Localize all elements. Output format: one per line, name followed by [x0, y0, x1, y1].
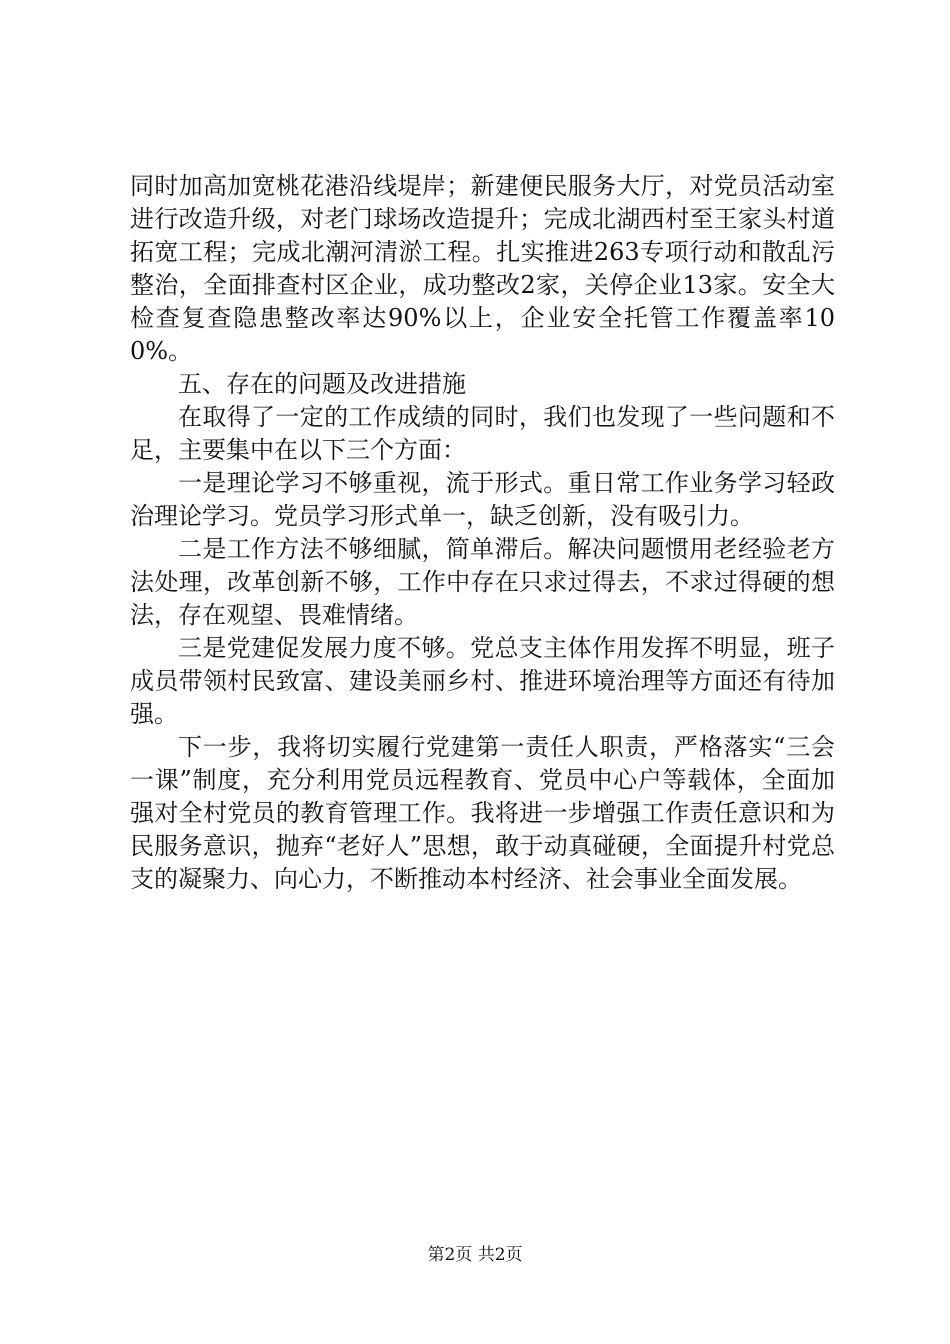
document-body — [130, 170, 835, 896]
page-footer: 第2页 共2页 — [427, 1245, 523, 1265]
paragraph-intro-problems: 在取得了一定的工作成绩的同时，我们也发现了一些问题和不足，主要集中在以下三个方面： — [130, 403, 835, 464]
paragraph-next-steps: 下一步，我将切实履行党建第一责任人职责，严格落实“三会一课”制度，充分利用党员远程教育、党员中心户等载体，全面加强对全村党员的教育管理工作。我将进一步增强工作责任意识和为民服务意识，抛弃“老好人”思想，敢于动真碰硬，全面提升村党总支的凝聚力、向心力，不断推动本村经济、社会事业全面发展。 — [130, 733, 835, 893]
paragraph-problem-three: 三是党建促发展力度不够。党总支主体作用发挥不明显，班子成员带领村民致富、建设美丽乡村、推进环境治理等方面还有待加强。 — [130, 634, 835, 728]
paragraph-problem-two: 二是工作方法不够细腻，简单滞后。解决问题惯用老经验老方法处理，改革创新不够，工作中存在只求过得去，不求过得硬的想法，存在观望、畏难情绪。 — [130, 535, 835, 629]
section-heading-problems: 五、存在的问题及改进措施 — [178, 370, 466, 398]
paragraph-problem-one: 一是理论学习不够重视，流于形式。重日常工作业务学习轻政治理论学习。党员学习形式单一，缺乏创新，没有吸引力。 — [130, 469, 835, 530]
paragraph-achievements: 同时加高加宽桃花港沿线堤岸；新建便民服务大厅，对党员活动室进行改造升级，对老门球场改造提升；完成北湖西村至王家头村道拓宽工程；完成北潮河清淤工程。扎实推进263专项行动和散乱污整治，全面排查村区企业，成功整改2家，关停企业13家。安全大检查复查隐患整改率达90%以上，企业安全托管工作覆盖率100%。 — [130, 172, 835, 365]
